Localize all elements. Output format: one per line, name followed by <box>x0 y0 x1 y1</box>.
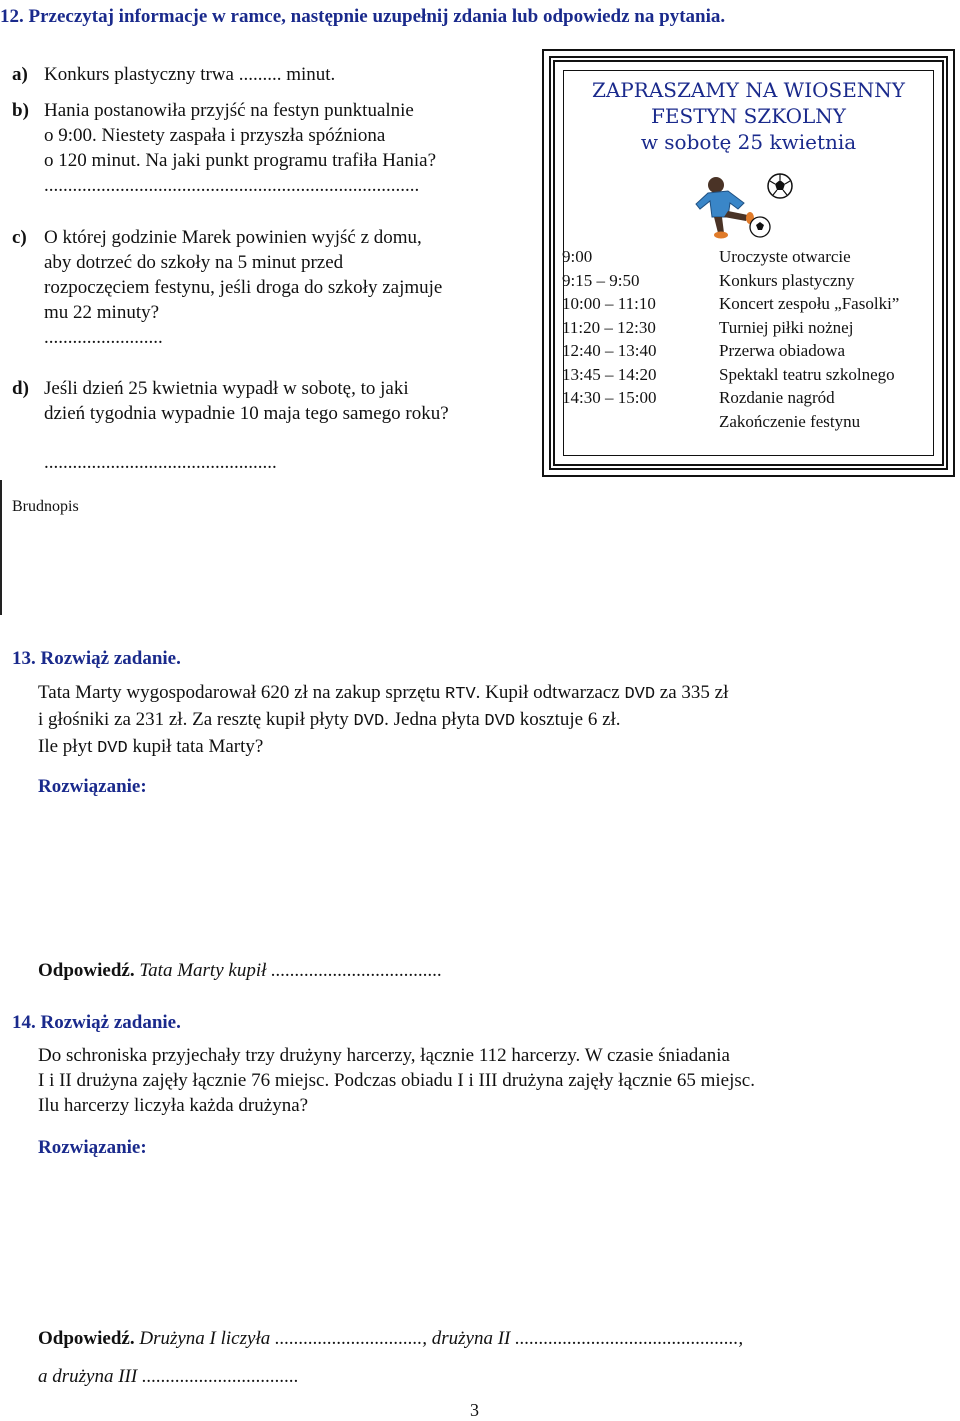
schedule-time: 12:40 – 13:40 <box>562 341 657 360</box>
festival-poster <box>542 49 955 477</box>
task13-text: . Jedna płyta <box>384 709 480 730</box>
task13-heading: 13. Rozwiąż zadanie. <box>12 648 181 669</box>
task12-c-line4: mu 22 minuty? <box>44 302 160 323</box>
task12-b <box>12 98 530 198</box>
draft-area-border <box>0 480 2 615</box>
task12-heading: 12. Przeczytaj informacje w ramce, następnie uzupełnij zdania lub odpowiedz na pytania. <box>0 6 726 27</box>
task13-solution-label: Rozwiązanie: <box>38 776 147 797</box>
task13-text: kosztuje 6 zł. <box>519 709 621 730</box>
poster-title-line1: ZAPRASZAMY NA WIOSENNY <box>591 78 906 102</box>
task12-d-answer-line[interactable]: ................................................. <box>44 452 277 473</box>
task13-text: kupił tata Marty? <box>132 736 264 757</box>
task12-a <box>12 62 532 87</box>
task14-answer-line1[interactable]: Drużyna I liczyła ..............................., drużyna II ..............................................., <box>139 1328 744 1349</box>
schedule-row <box>562 316 899 340</box>
task12-b-line1: Hania postanowiła przyjść na festyn punktualnie <box>44 100 414 121</box>
poster-title-line2: FESTYN SZKOLNY <box>651 104 846 128</box>
schedule-time: 9:15 – 9:50 <box>562 270 640 290</box>
schedule-row <box>562 269 899 293</box>
task12-d-line2: dzień tygodnia wypadnie 10 maja tego samego roku? <box>44 403 449 424</box>
task12-c-line3: rozpoczęciem festynu, jeśli droga do szkoły zajmuje <box>44 277 443 298</box>
task14-answer <box>38 1326 743 1351</box>
schedule-row <box>562 245 899 269</box>
schedule-row <box>562 339 899 363</box>
schedule-event: Przerwa obiadowa <box>719 341 846 360</box>
task13-text: Tata Marty wygospodarował 620 zł na zakup sprzętu <box>38 682 441 703</box>
dvd-term: DVD <box>353 712 385 731</box>
task14-body <box>38 1043 938 1118</box>
schedule-event: Konkurs plastyczny <box>719 270 855 290</box>
task12-c-line2: aby dotrzeć do szkoły na 5 minut przed <box>44 252 344 273</box>
task14-line2: I i II drużyna zajęły łącznie 76 miejsc. Podczas obiadu I i III drużyna zajęły łącznie 65 miejsc. <box>38 1070 755 1091</box>
task12-b-answer-line[interactable]: ............................................................................... <box>44 175 420 196</box>
task14-solution-label: Rozwiązanie: <box>38 1137 147 1158</box>
task13-answer-text[interactable]: Tata Marty kupił .................................... <box>139 960 443 981</box>
schedule-time: 11:20 – 12:30 <box>562 317 656 337</box>
schedule-event: Spektakl teatru szkolnego <box>719 364 895 384</box>
dvd-term: DVD <box>624 685 656 704</box>
task12-c <box>12 225 530 350</box>
task12-d <box>12 376 530 426</box>
task14-line3: Ilu harcerzy liczyła każda drużyna? <box>38 1095 309 1116</box>
task12-b-line3: o 120 minut. Na jaki punkt programu trafiła Hania? <box>44 150 437 171</box>
football-player-icon <box>694 171 804 241</box>
task14-answer-label: Odpowiedź. <box>38 1328 135 1349</box>
task13-solution-area[interactable] <box>38 800 918 950</box>
task12-c-label: c) <box>12 227 27 248</box>
task13-line1 <box>38 680 938 707</box>
rtv-term: RTV <box>445 685 476 704</box>
schedule-event: Rozdanie nagród <box>719 388 835 407</box>
task13-answer <box>38 958 442 983</box>
schedule-time: 9:00 <box>562 247 593 266</box>
dvd-term: DVD <box>97 739 128 758</box>
schedule-time: 14:30 – 15:00 <box>562 388 657 407</box>
schedule-event: Uroczyste otwarcie <box>719 247 851 266</box>
schedule-row <box>562 410 899 434</box>
task12-c-answer-line[interactable]: ......................... <box>44 327 163 348</box>
task14-line1: Do schroniska przyjechały trzy drużyny harcerzy, łącznie 112 harcerzy. W czasie śniadania <box>38 1045 730 1066</box>
schedule-event: Turniej piłki nożnej <box>719 317 854 337</box>
task13-answer-label: Odpowiedź. <box>38 960 135 981</box>
task12-a-label: a) <box>12 64 28 85</box>
task14-solution-area[interactable] <box>38 1162 918 1322</box>
task14-heading: 14. Rozwiąż zadanie. <box>12 1012 181 1033</box>
task13-line3 <box>38 734 938 761</box>
task14-answer-line2[interactable]: a drużyna III ................................. <box>38 1366 299 1387</box>
task12-c-line1: O której godzinie Marek powinien wyjść z domu, <box>44 227 422 248</box>
poster-title-line3: w sobotę 25 kwietnia <box>640 130 857 154</box>
schedule-row <box>562 363 899 387</box>
task13-text: i głośniki za 231 zł. Za resztę kupił płyty <box>38 709 349 730</box>
task12-a-text: Konkurs plastyczny trwa ......... minut. <box>44 64 336 85</box>
dvd-term: DVD <box>484 712 516 731</box>
task14-answer-line2-wrap <box>38 1364 299 1389</box>
task12-b-line2: o 9:00. Niestety zaspała i przyszła spóźniona <box>44 125 386 146</box>
draft-label: Brudnopis <box>12 498 79 515</box>
schedule-event: Koncert zespołu „Fasolki” <box>719 294 900 313</box>
schedule-row <box>562 386 899 410</box>
task12-d-label: d) <box>12 378 29 399</box>
poster-schedule <box>562 245 899 433</box>
task13-text: . Kupił odtwarzacz <box>475 682 620 703</box>
schedule-time: 13:45 – 14:20 <box>562 364 657 384</box>
schedule-time: 10:00 – 11:10 <box>562 294 656 313</box>
page-number: 3 <box>470 1400 479 1420</box>
task13-text: za 335 zł <box>659 682 729 703</box>
schedule-event: Zakończenie festynu <box>719 411 861 431</box>
task12-d-line1: Jeśli dzień 25 kwietnia wypadł w sobotę, to jaki <box>44 378 409 399</box>
schedule-row <box>562 292 899 316</box>
task13-line2 <box>38 707 938 734</box>
task12-b-label: b) <box>12 100 29 121</box>
task13-text: Ile płyt <box>38 736 93 757</box>
task13-body <box>38 680 938 761</box>
